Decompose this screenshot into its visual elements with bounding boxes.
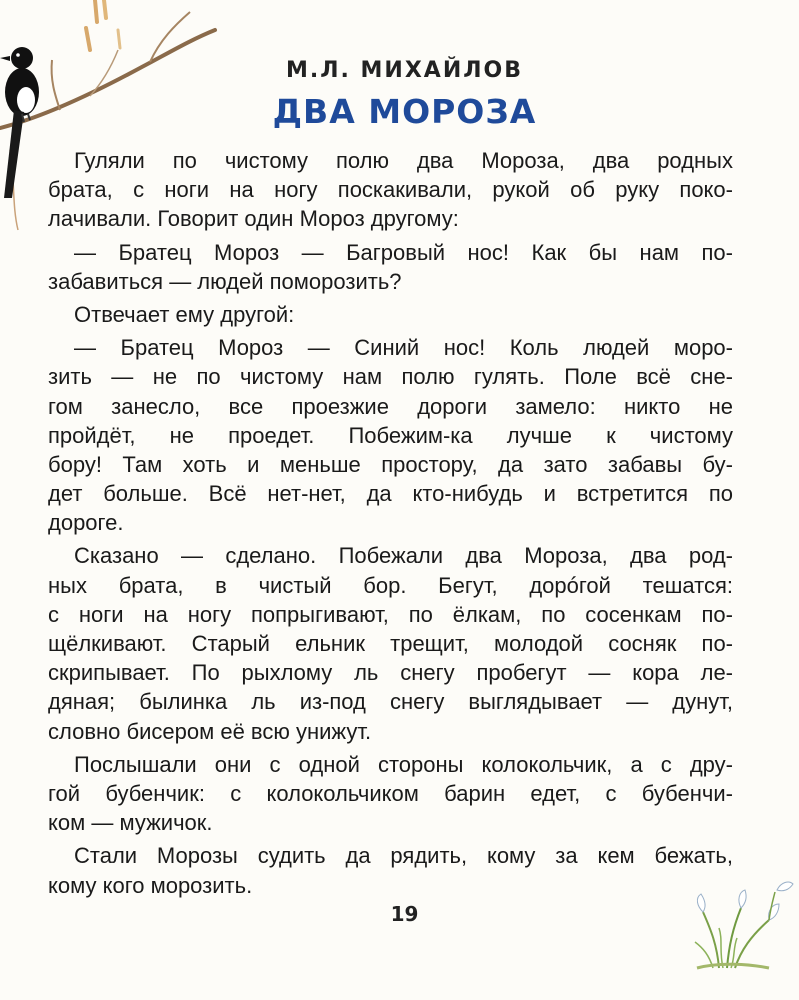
text-line: Сказано — сделано. Побежали два Мороза, два род- (74, 543, 733, 569)
author-name: М.Л. МИХАЙЛОВ (286, 58, 523, 83)
text-line: забавиться — людей поморозить? (48, 268, 402, 294)
text-line: дет больше. Всё нет-нет, да кто-нибудь и встретится по (48, 481, 733, 507)
text-line: бору! Там хоть и меньше простору, да зато забавы бу- (48, 451, 733, 477)
text-line: зить — не по чистому нам полю гулять. Поле всё сне- (48, 364, 733, 390)
text-line: гой бубенчик: с колокольчиком барин едет, с бубенчи- (48, 780, 733, 806)
text-line: ком — мужичок. (48, 810, 213, 836)
story-title: ДВА МОРОЗА (272, 92, 537, 131)
text-line: с ноги на ногу попрыгивают, по ёлкам, по сосенкам по- (48, 601, 733, 627)
text-line: щёлкивают. Старый ельник трещит, молодой сосняк по- (48, 631, 733, 656)
text-line: Гуляли по чистому полю два Мороза, два родных (74, 148, 733, 173)
text-line: ных брата, в чистый бор. Бегут, дорóгой тешатся: (48, 572, 733, 598)
text-line: пройдёт, не проедет. Побежим-ка лучше к чистому (48, 422, 733, 448)
text-line: Стали Морозы судить да рядить, кому за кем бежать, (74, 843, 733, 869)
text-line: — Братец Мороз — Багровый нос! Как бы нам по- (74, 239, 733, 265)
text-line: дороге. (48, 510, 124, 536)
text-line: Послышали они с одной стороны колокольчик, а с дру- (74, 751, 733, 777)
snowdrop-flowers-icon (689, 850, 799, 970)
text-line: кому кого морозить. (48, 872, 253, 898)
text-line: словно бисером её всю унижут. (48, 718, 372, 744)
text-line: — Братец Мороз — Синий нос! Коль людей моро- (74, 335, 733, 361)
page-number: 19 (390, 902, 419, 926)
text-line: лачивали. Говорит один Мороз другому: (48, 206, 459, 232)
text-line: дяная; былинка ль из-под снегу выглядывает — дунут, (48, 689, 733, 715)
text-line: гом занесло, все проезжие дороги замело: никто не (48, 393, 733, 419)
story-text (48, 146, 733, 900)
text-line: брата, с ноги на ногу поскакивали, рукой об руку поко- (48, 177, 733, 203)
text-line: Отвечает ему другой: (74, 301, 295, 327)
text-line: скрипывает. По рыхлому ль снегу пробегут — кора ле- (48, 660, 733, 686)
